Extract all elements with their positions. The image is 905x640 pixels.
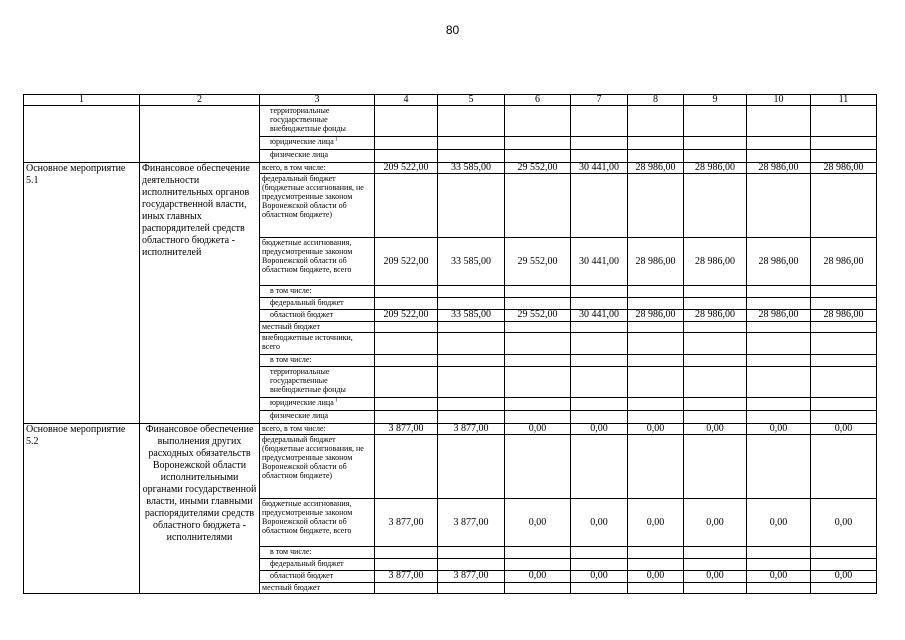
row-label: в том числе: (270, 355, 312, 364)
value-cell (811, 367, 877, 398)
row-label-cell (260, 106, 375, 137)
value-cell (684, 286, 747, 298)
value-cell (375, 355, 438, 367)
column-number-11: 11 (811, 95, 877, 106)
value-cell: 3 877,00 (375, 424, 438, 435)
row-label: федеральный бюджет (бюджетные ассигнования, не предусмотренные законом Воронежской области об областном бюджете) (262, 435, 364, 480)
value-cell: 0,00 (505, 499, 571, 547)
value-cell: 30 441,00 (571, 310, 628, 322)
value-cell (505, 435, 571, 499)
value-cell: 28 986,00 (628, 310, 684, 322)
budget-table (23, 94, 877, 594)
value-cell (571, 333, 628, 355)
value-cell (628, 174, 684, 238)
row-label-cell (260, 411, 375, 424)
value-cell (747, 150, 811, 163)
row-label-cell (260, 571, 375, 583)
value-cell (811, 398, 877, 411)
value-cell: 29 552,00 (505, 238, 571, 286)
row-label: территориальные государственные внебюджетные фонды (270, 106, 346, 133)
value-cell (505, 137, 571, 150)
value-cell (811, 435, 877, 499)
row-label: внебюджетные источники, всего (262, 333, 353, 351)
value-cell (438, 411, 505, 424)
value-cell (438, 333, 505, 355)
value-cell (505, 367, 571, 398)
value-cell (571, 286, 628, 298)
value-cell (438, 583, 505, 594)
row-label: областной бюджет (270, 571, 334, 580)
row-label-cell (260, 355, 375, 367)
value-cell (628, 106, 684, 137)
value-cell (628, 286, 684, 298)
value-cell (684, 355, 747, 367)
row-label: в том числе: (270, 547, 312, 556)
value-cell (571, 322, 628, 333)
value-cell: 28 986,00 (747, 310, 811, 322)
table-row (24, 106, 877, 137)
footnote-marker: 1 (333, 398, 338, 404)
value-cell (438, 322, 505, 333)
value-cell (811, 355, 877, 367)
column-number-7: 7 (571, 95, 628, 106)
row-label: местный бюджет (262, 322, 320, 331)
value-cell: 28 986,00 (684, 310, 747, 322)
value-cell (684, 559, 747, 571)
value-cell (747, 355, 811, 367)
value-cell (571, 411, 628, 424)
empty-cell (24, 106, 140, 163)
value-cell (438, 106, 505, 137)
value-cell (438, 150, 505, 163)
row-label: физические лица (270, 411, 329, 420)
column-number-9: 9 (684, 95, 747, 106)
value-cell: 0,00 (571, 571, 628, 583)
value-cell (684, 322, 747, 333)
value-cell (684, 367, 747, 398)
value-cell: 0,00 (505, 424, 571, 435)
value-cell: 0,00 (747, 571, 811, 583)
value-cell: 28 986,00 (684, 163, 747, 174)
value-cell (747, 435, 811, 499)
value-cell: 3 877,00 (438, 571, 505, 583)
row-label-cell (260, 559, 375, 571)
value-cell (438, 355, 505, 367)
row-label-cell (260, 286, 375, 298)
value-cell (747, 367, 811, 398)
value-cell (684, 106, 747, 137)
value-cell (684, 411, 747, 424)
value-cell (571, 398, 628, 411)
value-cell (505, 174, 571, 238)
value-cell (571, 367, 628, 398)
value-cell (438, 298, 505, 310)
value-cell (505, 559, 571, 571)
value-cell (747, 322, 811, 333)
value-cell (628, 137, 684, 150)
value-cell (571, 137, 628, 150)
value-cell (375, 411, 438, 424)
row-label-cell (260, 583, 375, 594)
row-label-cell (260, 298, 375, 310)
row-label-cell (260, 547, 375, 559)
activity-name: Основное мероприятие 5.1 (24, 163, 140, 424)
value-cell (571, 547, 628, 559)
value-cell (571, 106, 628, 137)
value-cell (571, 174, 628, 238)
value-cell (628, 583, 684, 594)
value-cell (505, 298, 571, 310)
value-cell (505, 106, 571, 137)
activity-name: Основное мероприятие 5.2 (24, 424, 140, 594)
value-cell: 0,00 (747, 499, 811, 547)
row-label: всего, в том числе: (262, 163, 326, 172)
value-cell (684, 435, 747, 499)
row-label: юридические лица (270, 398, 334, 407)
row-label: территориальные государственные внебюджетные фонды (270, 367, 346, 394)
row-label: областной бюджет (270, 310, 334, 319)
value-cell (438, 137, 505, 150)
row-label-cell (260, 174, 375, 238)
value-cell (684, 298, 747, 310)
value-cell: 29 552,00 (505, 163, 571, 174)
column-number-6: 6 (505, 95, 571, 106)
value-cell: 209 522,00 (375, 238, 438, 286)
value-cell (628, 547, 684, 559)
value-cell (684, 137, 747, 150)
value-cell (375, 559, 438, 571)
value-cell (811, 559, 877, 571)
value-cell (684, 583, 747, 594)
value-cell (747, 411, 811, 424)
header-row (24, 95, 877, 106)
value-cell: 3 877,00 (438, 499, 505, 547)
value-cell: 0,00 (811, 571, 877, 583)
row-label-cell (260, 398, 375, 411)
row-label: местный бюджет (262, 583, 320, 592)
row-label-cell (260, 322, 375, 333)
value-cell (375, 286, 438, 298)
value-cell (438, 398, 505, 411)
value-cell (438, 547, 505, 559)
value-cell (811, 547, 877, 559)
value-cell: 28 986,00 (628, 238, 684, 286)
empty-cell (140, 106, 260, 163)
activity-description: Финансовое обеспечение выполнения других расходных обязательств Воронежской области исполнительными органами государственной власти, иными главными распорядителями средств областного бюджета - исполнителями (140, 424, 260, 594)
value-cell (375, 174, 438, 238)
value-cell: 0,00 (628, 499, 684, 547)
value-cell: 209 522,00 (375, 310, 438, 322)
value-cell (747, 547, 811, 559)
value-cell: 28 986,00 (747, 163, 811, 174)
value-cell (505, 547, 571, 559)
value-cell (505, 355, 571, 367)
value-cell (811, 137, 877, 150)
value-cell: 0,00 (628, 424, 684, 435)
value-cell (811, 411, 877, 424)
row-label: федеральный бюджет (270, 298, 344, 307)
value-cell (747, 583, 811, 594)
row-label: федеральный бюджет (270, 559, 344, 568)
value-cell (628, 398, 684, 411)
value-cell (438, 435, 505, 499)
value-cell (811, 150, 877, 163)
value-cell (571, 298, 628, 310)
value-cell: 0,00 (571, 499, 628, 547)
value-cell (811, 174, 877, 238)
value-cell: 30 441,00 (571, 163, 628, 174)
value-cell: 3 877,00 (375, 499, 438, 547)
row-label: всего, в том числе: (262, 424, 326, 433)
value-cell: 3 877,00 (438, 424, 505, 435)
value-cell (505, 286, 571, 298)
value-cell: 0,00 (505, 571, 571, 583)
value-cell (375, 298, 438, 310)
value-cell (438, 559, 505, 571)
value-cell (375, 322, 438, 333)
row-label-cell (260, 424, 375, 435)
column-number-4: 4 (375, 95, 438, 106)
row-label-cell (260, 310, 375, 322)
row-label-cell (260, 238, 375, 286)
table-row (24, 424, 877, 435)
page-number: 80 (445, 23, 460, 37)
value-cell (684, 547, 747, 559)
value-cell (571, 559, 628, 571)
value-cell (375, 367, 438, 398)
row-label-cell (260, 150, 375, 163)
value-cell (628, 298, 684, 310)
value-cell: 29 552,00 (505, 310, 571, 322)
value-cell (628, 333, 684, 355)
value-cell (628, 367, 684, 398)
value-cell (375, 435, 438, 499)
value-cell (628, 435, 684, 499)
row-label-cell (260, 367, 375, 398)
value-cell (505, 333, 571, 355)
value-cell (628, 355, 684, 367)
value-cell (438, 367, 505, 398)
value-cell (684, 333, 747, 355)
value-cell (375, 398, 438, 411)
value-cell (747, 106, 811, 137)
value-cell: 28 986,00 (684, 238, 747, 286)
value-cell (684, 398, 747, 411)
value-cell (747, 398, 811, 411)
row-label-cell (260, 333, 375, 355)
value-cell: 0,00 (811, 499, 877, 547)
row-label-cell (260, 435, 375, 499)
value-cell: 0,00 (747, 424, 811, 435)
value-cell (811, 333, 877, 355)
value-cell: 0,00 (684, 571, 747, 583)
row-label: федеральный бюджет (бюджетные ассигнования, не предусмотренные законом Воронежской области об областном бюджете) (262, 174, 364, 219)
column-number-1: 1 (24, 95, 140, 106)
value-cell: 0,00 (811, 424, 877, 435)
value-cell (505, 398, 571, 411)
value-cell: 28 986,00 (811, 163, 877, 174)
value-cell: 28 986,00 (628, 163, 684, 174)
value-cell (747, 174, 811, 238)
value-cell (375, 583, 438, 594)
value-cell: 33 585,00 (438, 163, 505, 174)
value-cell: 28 986,00 (811, 238, 877, 286)
value-cell (571, 355, 628, 367)
value-cell (505, 322, 571, 333)
value-cell (505, 583, 571, 594)
value-cell (438, 174, 505, 238)
value-cell: 33 585,00 (438, 238, 505, 286)
table-row (24, 163, 877, 174)
value-cell (571, 435, 628, 499)
value-cell (375, 137, 438, 150)
value-cell (684, 150, 747, 163)
value-cell: 209 522,00 (375, 163, 438, 174)
value-cell (375, 106, 438, 137)
value-cell (811, 322, 877, 333)
value-cell: 33 585,00 (438, 310, 505, 322)
row-label: в том числе: (270, 286, 312, 295)
row-label-cell (260, 163, 375, 174)
value-cell: 0,00 (684, 499, 747, 547)
value-cell: 0,00 (684, 424, 747, 435)
column-number-5: 5 (438, 95, 505, 106)
column-number-2: 2 (140, 95, 260, 106)
value-cell: 3 877,00 (375, 571, 438, 583)
footnote-marker: 1 (333, 137, 338, 143)
value-cell (747, 137, 811, 150)
value-cell (505, 411, 571, 424)
value-cell (571, 150, 628, 163)
value-cell (747, 298, 811, 310)
column-number-10: 10 (747, 95, 811, 106)
column-number-8: 8 (628, 95, 684, 106)
value-cell (438, 286, 505, 298)
value-cell (684, 174, 747, 238)
value-cell: 0,00 (571, 424, 628, 435)
value-cell: 28 986,00 (747, 238, 811, 286)
column-number-3: 3 (260, 95, 375, 106)
value-cell: 0,00 (628, 571, 684, 583)
row-label: физические лица (270, 150, 329, 159)
row-label: юридические лица (270, 137, 334, 146)
activity-description: Финансовое обеспечение деятельности исполнительных органов государственной власти, иных главных распорядителей средств областного бюджета - исполнителей (140, 163, 260, 424)
value-cell (375, 150, 438, 163)
value-cell (375, 333, 438, 355)
value-cell (811, 298, 877, 310)
value-cell (375, 547, 438, 559)
value-cell (747, 559, 811, 571)
row-label-cell (260, 137, 375, 150)
value-cell (747, 286, 811, 298)
value-cell (628, 322, 684, 333)
value-cell (747, 333, 811, 355)
value-cell (628, 559, 684, 571)
value-cell (628, 150, 684, 163)
value-cell (571, 583, 628, 594)
value-cell (505, 150, 571, 163)
value-cell: 30 441,00 (571, 238, 628, 286)
row-label-cell (260, 499, 375, 547)
value-cell (811, 286, 877, 298)
value-cell (811, 106, 877, 137)
row-label: бюджетные ассигнования, предусмотренные законом Воронежской области об областном бюджете, всего (262, 238, 353, 274)
row-label: бюджетные ассигнования, предусмотренные законом Воронежской области об областном бюджете, всего (262, 499, 353, 535)
value-cell (811, 583, 877, 594)
value-cell (628, 411, 684, 424)
value-cell: 28 986,00 (811, 310, 877, 322)
